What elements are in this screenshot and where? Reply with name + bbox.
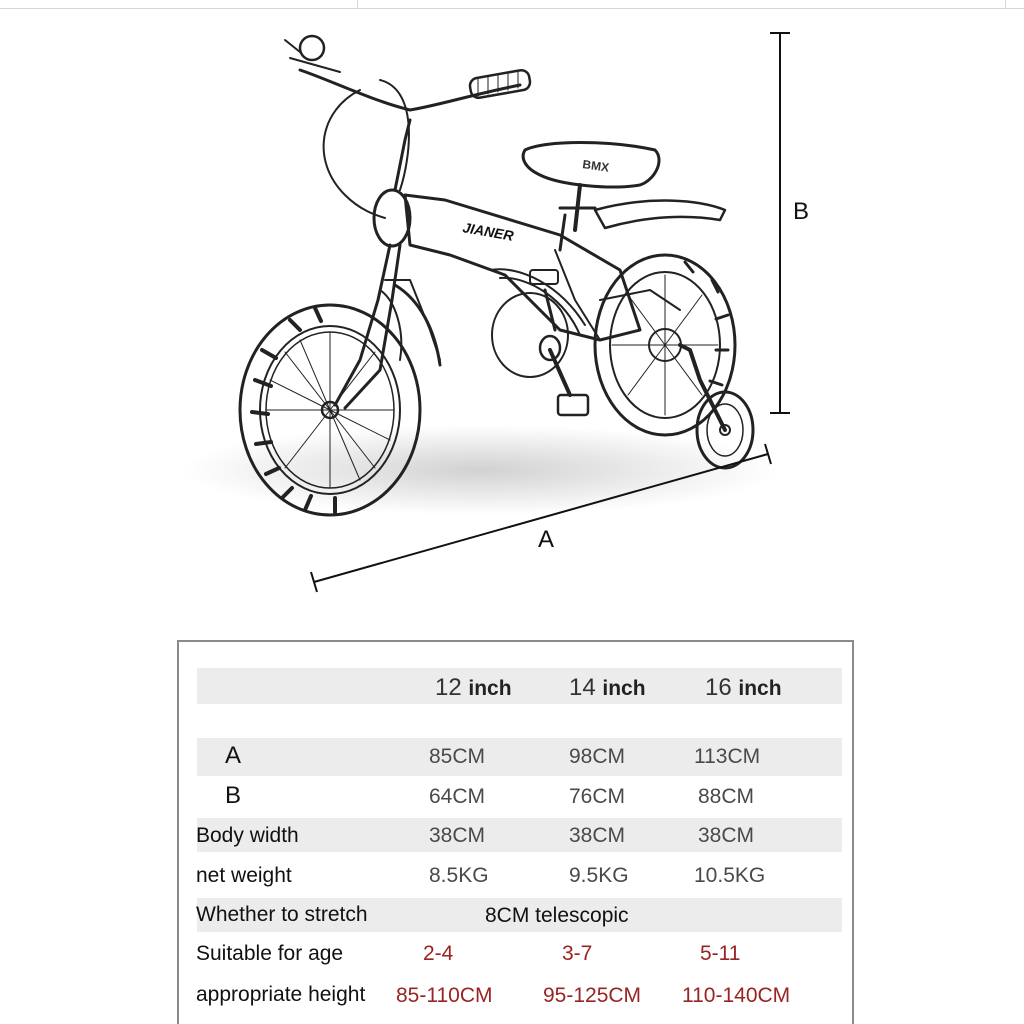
value-width-16: 38CM [698,824,755,847]
rear-fender [595,201,725,228]
value-weight-14: 9.5KG [569,864,629,887]
row-label-height: appropriate height [196,983,366,1006]
value-b-14: 76CM [569,785,626,808]
front-wheel [240,305,420,515]
dimension-b-marker [770,33,790,413]
column-header-12: 12 inch [435,674,512,701]
value-a-12: 85CM [429,745,486,768]
row-label-a: A [225,742,242,769]
dimension-a-label: A [538,526,555,553]
value-b-16: 88CM [698,785,755,808]
value-age-16: 5-11 [700,942,741,965]
value-height-16: 110-140CM [682,984,791,1007]
spec-table [177,640,854,1024]
row-label-age: Suitable for age [196,942,344,965]
value-height-12: 85-110CM [396,984,493,1007]
value-stretch: 8CM telescopic [485,904,629,927]
value-width-14: 38CM [569,824,626,847]
value-height-14: 95-125CM [543,984,642,1007]
row-label-body-width: Body width [196,824,299,847]
row-label-b: B [225,782,242,809]
seat [523,143,659,231]
value-a-14: 98CM [569,745,626,768]
frame [405,195,640,340]
handlebar [285,36,531,218]
value-weight-12: 8.5KG [429,864,489,887]
value-b-12: 64CM [429,785,486,808]
column-header-16: 16 inch [705,674,782,701]
value-weight-16: 10.5KG [694,864,766,887]
row-label-stretch: Whether to stretch [196,903,368,926]
saddle-brand-text: BMX [581,157,610,175]
column-header-14: 14 inch [569,674,646,701]
frame-brand-text: JIANER [461,219,515,244]
value-width-12: 38CM [429,824,486,847]
dimension-b-label: B [793,198,810,225]
row-label-net-weight: net weight [196,864,292,887]
value-age-14: 3-7 [562,942,593,965]
value-age-12: 2-4 [423,942,454,965]
value-a-16: 113CM [694,745,761,768]
